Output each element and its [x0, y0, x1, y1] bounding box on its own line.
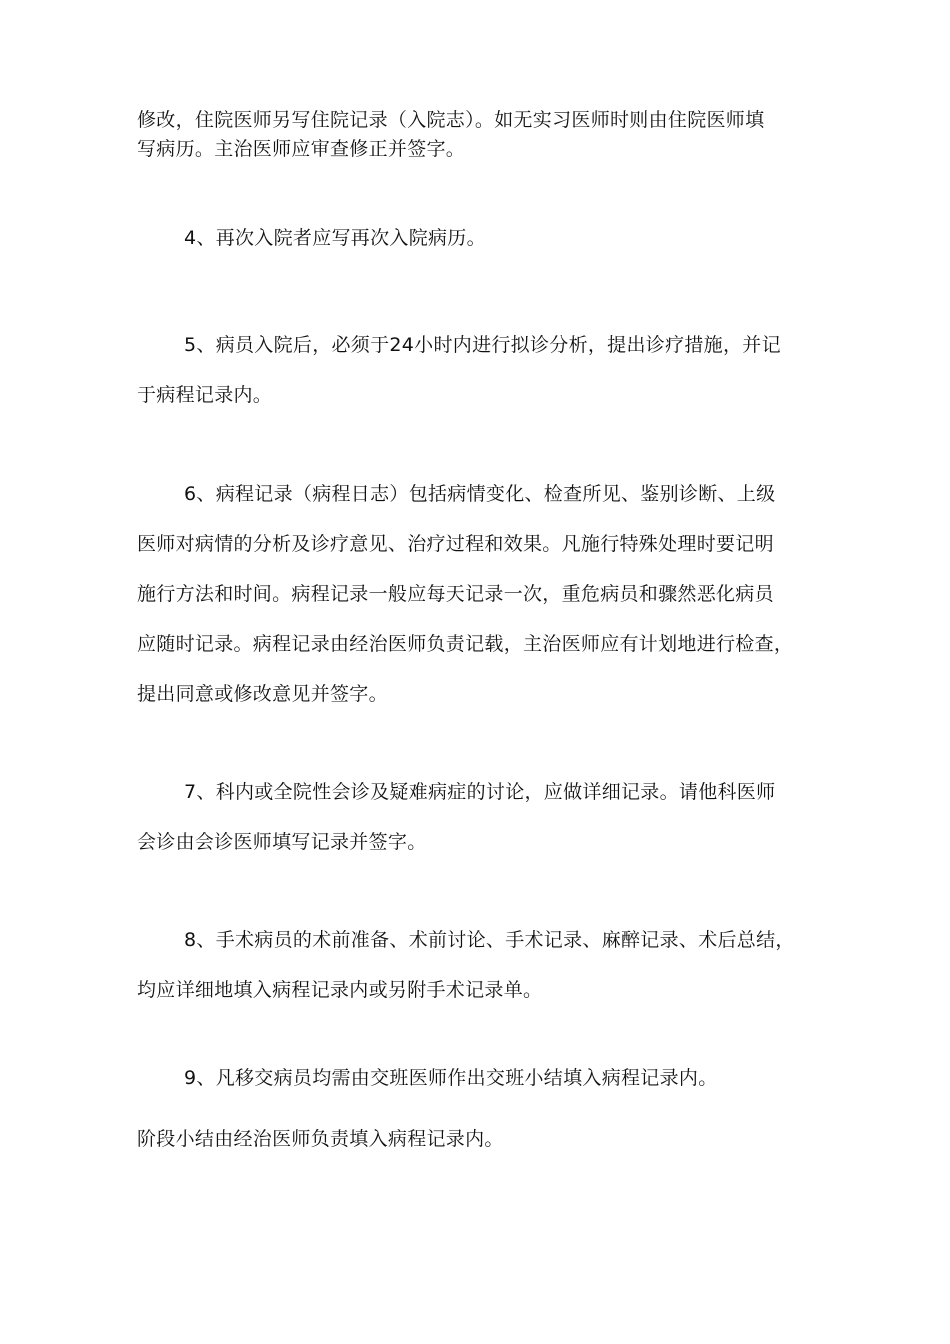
text-line: 于病程记录内。: [137, 384, 273, 406]
paragraph-item-7: [137, 767, 827, 867]
text-line: 写病历。主治医师应审查修正并签字。: [137, 138, 466, 160]
paragraph-item-9: [137, 1064, 827, 1093]
paragraph-item-8: [137, 915, 827, 1015]
text-line: 修改，住院医师另写住院记录（入院志）。如无实习医师时则由住院医师填: [137, 109, 765, 131]
paragraph-continuation: [137, 106, 827, 164]
text-line: 阶段小结由经治医师负责填入病程记录内。: [137, 1128, 504, 1150]
text-line: 7、科内或全院性会诊及疑难病症的讨论，应做详细记录。请他科医师: [184, 781, 776, 803]
text-line: 施行方法和时间。病程记录一般应每天记录一次，重危病员和骤然恶化病员: [137, 583, 774, 605]
text-line: 应随时记录。病程记录由经治医师负责记载，主治医师应有计划地进行检查，: [137, 633, 794, 655]
text-line: 6、病程记录（病程日志）包括病情变化、检查所见、鉴别诊断、上级: [184, 483, 776, 505]
paragraph-item-4: [137, 224, 827, 253]
paragraph-stage-summary: [137, 1125, 827, 1154]
text-line: 9、凡移交病员均需由交班医师作出交班小结填入病程记录内。: [184, 1067, 718, 1089]
text-line: 5、病员入院后，必须于24小时内进行拟诊分析，提出诊疗措施，并记: [184, 334, 781, 356]
text-line: 提出同意或修改意见并签字。: [137, 683, 388, 705]
text-line: 8、手术病员的术前准备、术前讨论、手术记录、麻醉记录、术后总结，: [184, 929, 795, 951]
text-line: 医师对病情的分析及诊疗意见、治疗过程和效果。凡施行特殊处理时要记明: [137, 533, 774, 555]
text-line: 均应详细地填入病程记录内或另附手术记录单。: [137, 979, 543, 1001]
text-line: 4、再次入院者应写再次入院病历。: [184, 227, 486, 249]
paragraph-item-6: [137, 469, 827, 719]
paragraph-item-5: [137, 320, 827, 420]
text-line: 会诊由会诊医师填写记录并签字。: [137, 831, 427, 853]
